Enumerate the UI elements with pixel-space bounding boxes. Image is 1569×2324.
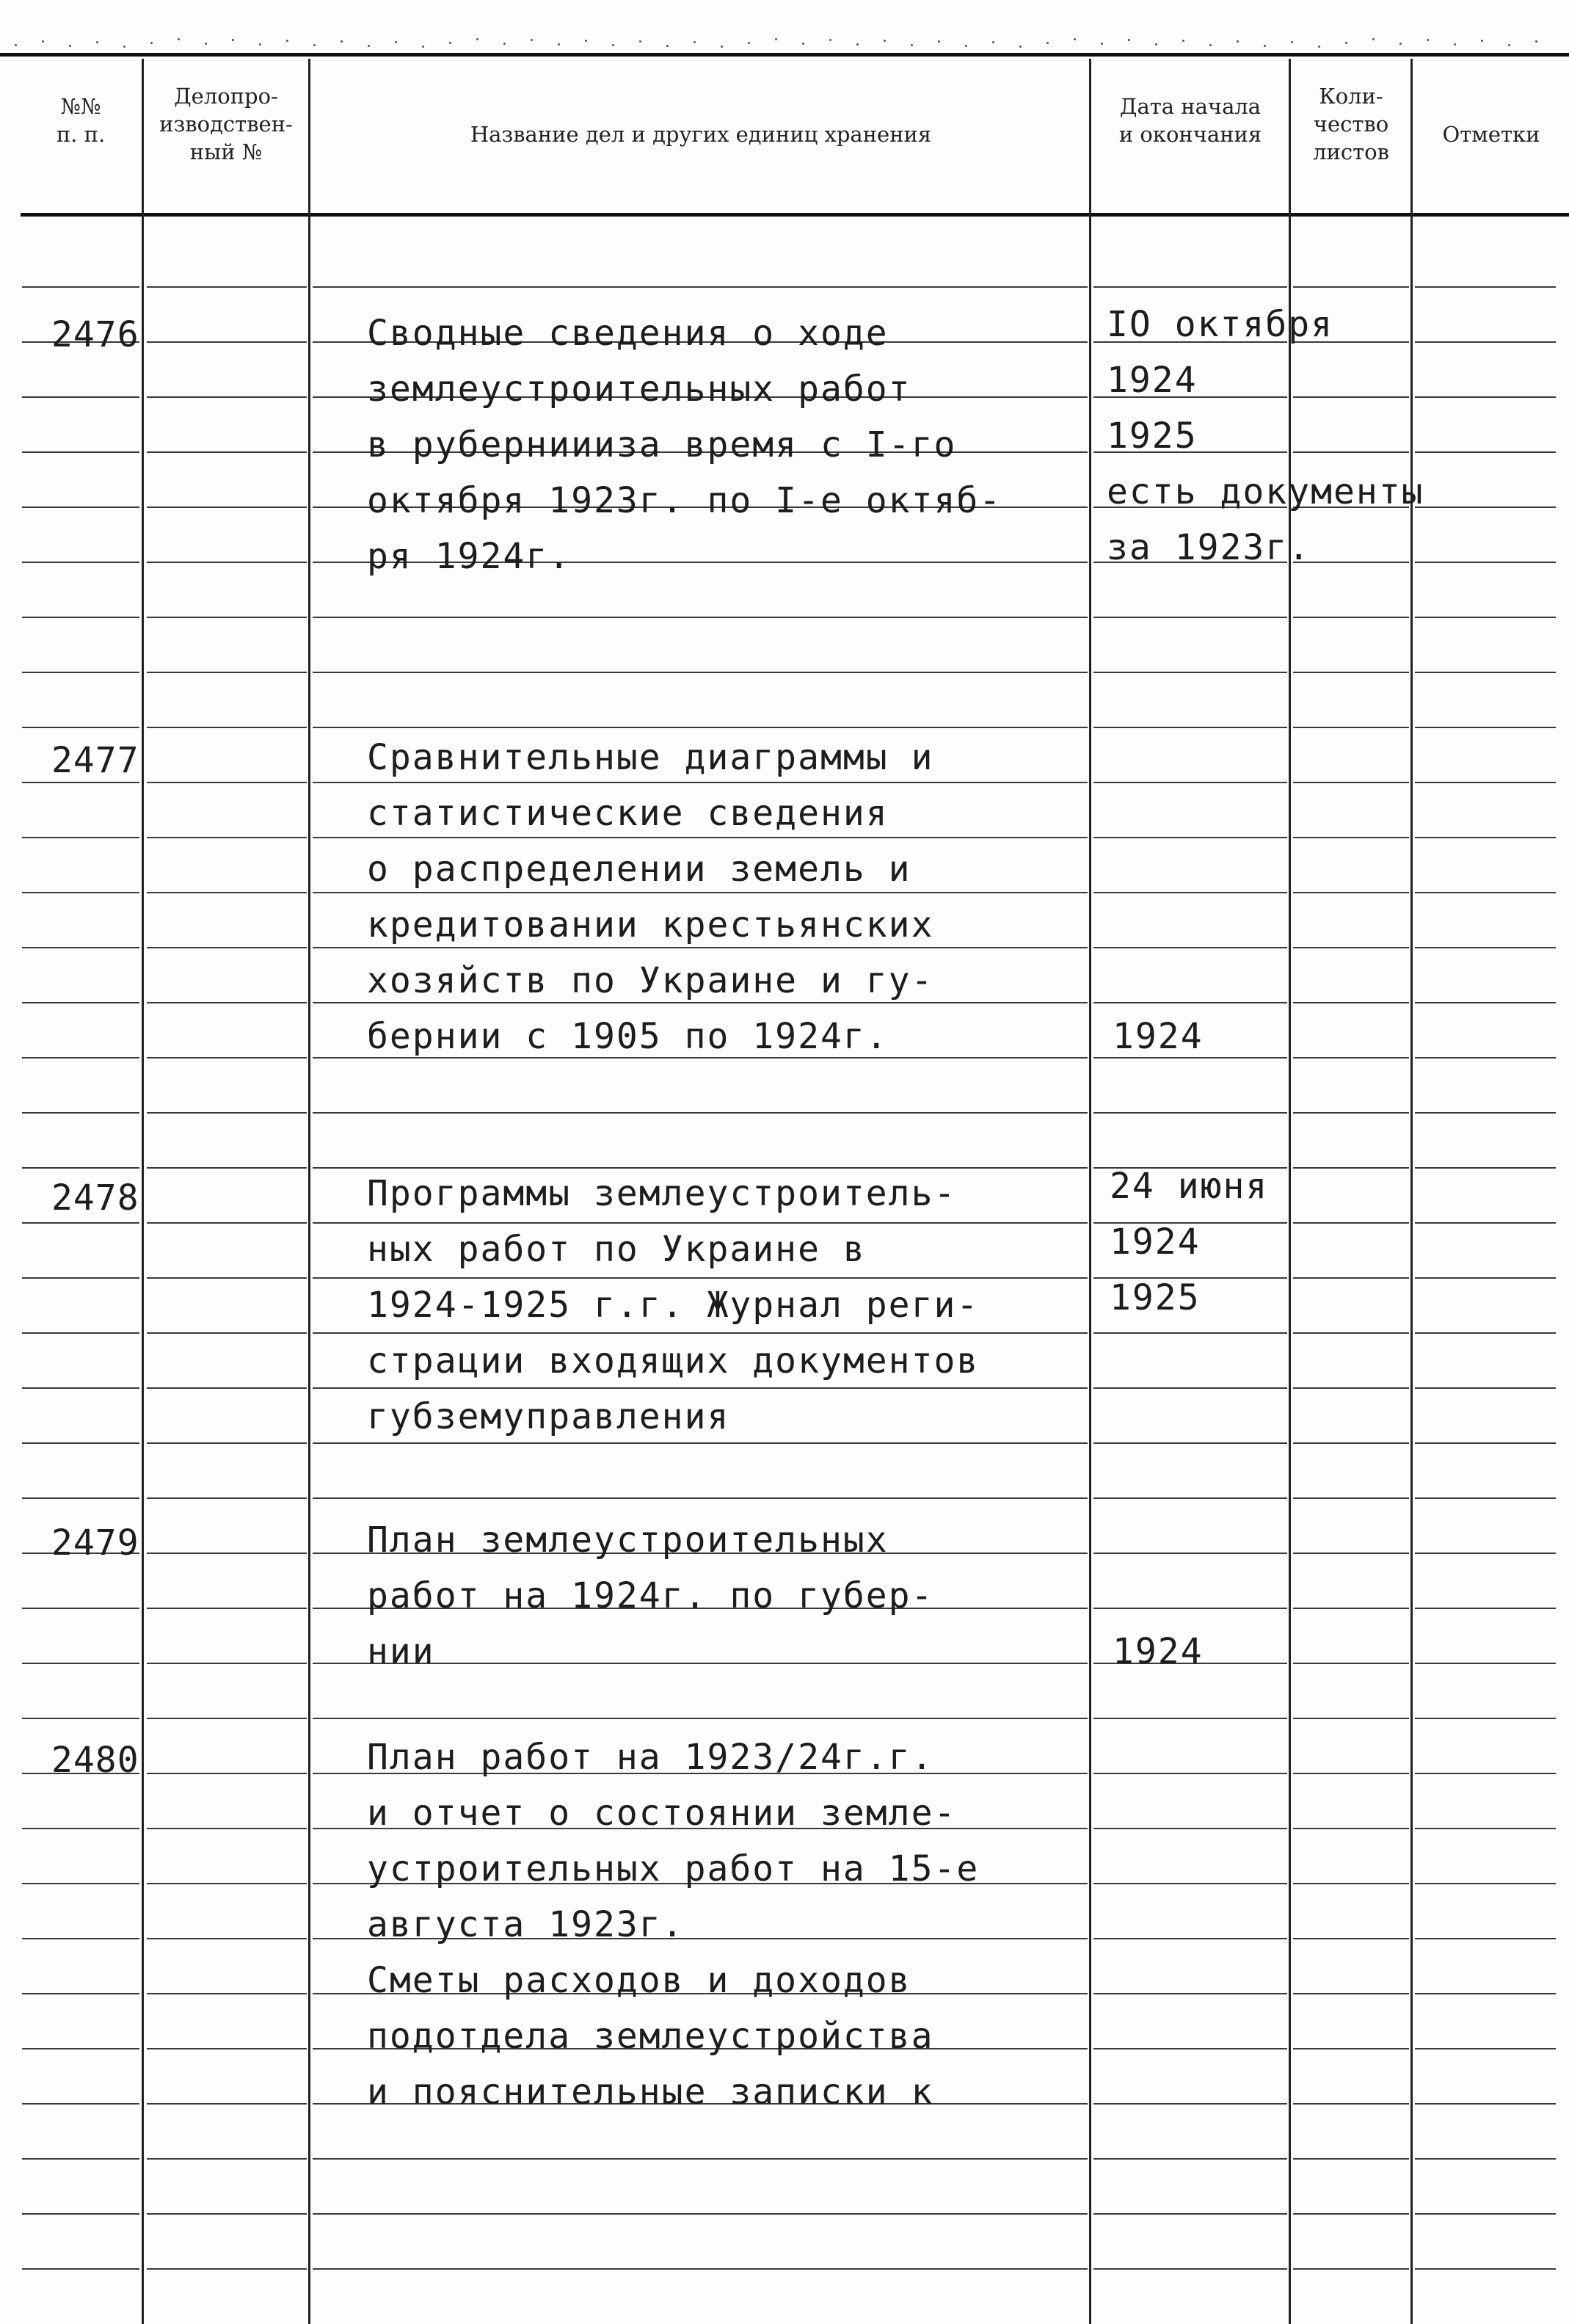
ruled-line bbox=[1293, 892, 1409, 893]
ruled-line bbox=[22, 1167, 139, 1169]
ruled-line bbox=[1415, 1442, 1556, 1444]
ruled-line bbox=[1293, 1718, 1409, 1719]
entry-number: 2479 bbox=[51, 1522, 139, 1564]
ruled-line bbox=[147, 837, 307, 838]
dot-mark bbox=[1209, 44, 1212, 46]
ruled-line bbox=[22, 1057, 139, 1058]
ruled-line bbox=[1293, 1553, 1409, 1554]
ruled-line bbox=[22, 2103, 139, 2105]
ruled-line bbox=[147, 341, 307, 343]
ruled-line bbox=[147, 2048, 307, 2049]
ruled-line bbox=[22, 1828, 139, 1829]
ruled-line bbox=[22, 1222, 139, 1224]
ruled-line bbox=[1093, 617, 1287, 618]
ruled-line bbox=[1093, 2048, 1287, 2049]
ruled-line bbox=[1293, 1387, 1409, 1389]
ruled-line bbox=[147, 1112, 307, 1114]
ruled-line bbox=[147, 1828, 307, 1829]
col-rule-1 bbox=[142, 59, 144, 2324]
ruled-line bbox=[1293, 1938, 1409, 1939]
ruled-line bbox=[1415, 2213, 1556, 2215]
entry-number: 2480 bbox=[51, 1740, 139, 1781]
ruled-line bbox=[1093, 1883, 1287, 1884]
dot-mark bbox=[1318, 46, 1320, 48]
ruled-line bbox=[1093, 1773, 1287, 1774]
header-number: №№ п. п. bbox=[56, 94, 106, 147]
ruled-line bbox=[1415, 1057, 1556, 1058]
dot-mark bbox=[178, 38, 180, 40]
ruled-line bbox=[147, 782, 307, 783]
ruled-line bbox=[313, 2213, 1088, 2215]
ruled-line bbox=[1093, 1387, 1287, 1389]
dot-mark bbox=[884, 40, 886, 42]
dot-mark bbox=[612, 44, 614, 46]
ruled-line bbox=[1093, 2268, 1287, 2270]
dot-mark bbox=[1182, 40, 1184, 42]
ruled-line bbox=[1093, 1442, 1287, 1444]
ruled-line bbox=[1415, 1112, 1556, 1114]
dot-mark bbox=[286, 40, 288, 42]
ruled-line bbox=[313, 1497, 1088, 1499]
ruled-line bbox=[1415, 1663, 1556, 1664]
ruled-line bbox=[147, 562, 307, 563]
dot-mark bbox=[476, 38, 478, 40]
ruled-line bbox=[1293, 1057, 1409, 1058]
entry-title: План работ на 1923/24г.г. и отчет о состоянии земле- устроительных работ на 15-е августа 1923г. Сметы расходов и доходов подотдела землеустройства и пояснительные записки к bbox=[367, 1737, 980, 2113]
dot-mark bbox=[965, 45, 967, 47]
ruled-line bbox=[22, 2268, 139, 2270]
dot-mark bbox=[69, 45, 71, 47]
ruled-line bbox=[22, 947, 139, 948]
entry-number: 2478 bbox=[51, 1177, 139, 1219]
ruled-line bbox=[1415, 2158, 1556, 2160]
ruled-line bbox=[1093, 1828, 1287, 1829]
dot-mark bbox=[259, 43, 261, 46]
ruled-line bbox=[147, 2268, 307, 2270]
ruled-line bbox=[147, 1222, 307, 1224]
ruled-line bbox=[1093, 1112, 1287, 1114]
ruled-line bbox=[1293, 2268, 1409, 2270]
dot-mark bbox=[1264, 45, 1266, 47]
ruled-line bbox=[1415, 617, 1556, 618]
entry-dates: IO октября 1924 1925 есть документы за 1923г. bbox=[1107, 304, 1424, 568]
ruled-line bbox=[147, 2213, 307, 2215]
dot-mark bbox=[1481, 40, 1483, 42]
ruled-line bbox=[22, 892, 139, 893]
ruled-line bbox=[147, 1718, 307, 1719]
ruled-line bbox=[1293, 1222, 1409, 1224]
header-title: Название дел и других единиц хранения bbox=[470, 122, 932, 147]
ruled-line bbox=[1293, 2103, 1409, 2105]
header-notes: Отметки bbox=[1442, 122, 1540, 147]
ruled-line bbox=[1293, 2158, 1409, 2160]
col-rule-2 bbox=[308, 59, 310, 2324]
ruled-line bbox=[313, 617, 1088, 618]
ruled-line bbox=[1093, 1993, 1287, 1994]
ruled-line bbox=[1415, 506, 1556, 508]
entry-number: 2476 bbox=[51, 314, 139, 355]
dot-mark bbox=[748, 42, 750, 44]
ruled-line bbox=[22, 2048, 139, 2049]
ruled-line bbox=[1415, 2103, 1556, 2105]
dot-mark bbox=[1128, 39, 1130, 41]
entry-dates: 1924 bbox=[1113, 1016, 1204, 1057]
dot-mark bbox=[150, 42, 153, 44]
ruled-line bbox=[22, 1608, 139, 1609]
ruled-line bbox=[147, 947, 307, 948]
ruled-line bbox=[1415, 1222, 1556, 1224]
ruled-line bbox=[147, 1057, 307, 1058]
ruled-line bbox=[22, 451, 139, 453]
entry-title: План землеустроительных работ на 1924г. по губер- нии bbox=[367, 1519, 934, 1672]
ruled-line bbox=[147, 1883, 307, 1884]
ruled-line bbox=[1093, 1718, 1287, 1719]
ruled-line bbox=[147, 1993, 307, 1994]
ruled-line bbox=[22, 506, 139, 508]
ruled-line bbox=[313, 672, 1088, 673]
ruled-line bbox=[1415, 396, 1556, 398]
dot-mark bbox=[721, 46, 723, 48]
ruled-line bbox=[1415, 1718, 1556, 1719]
entry-title: Сводные сведения о ходе землеустроительных работ в руберниииза время с I-го октября 1923г. по I-е октяб- ря 1924г. bbox=[367, 313, 1002, 577]
dot-mark bbox=[856, 43, 859, 46]
dot-mark bbox=[639, 40, 641, 43]
ruled-line bbox=[1415, 341, 1556, 343]
dot-mark bbox=[1372, 38, 1375, 40]
ruled-line bbox=[22, 672, 139, 673]
dot-mark bbox=[1046, 42, 1049, 44]
ruled-line bbox=[1293, 1993, 1409, 1994]
dot-mark bbox=[992, 41, 994, 43]
ruled-line bbox=[22, 1938, 139, 1939]
ruled-line bbox=[22, 782, 139, 783]
ruled-line bbox=[147, 286, 307, 288]
dot-mark bbox=[1508, 44, 1510, 46]
ruled-line bbox=[313, 1718, 1088, 1719]
ruled-line bbox=[1293, 947, 1409, 948]
ruled-line bbox=[1293, 672, 1409, 673]
ruled-line bbox=[1415, 672, 1556, 673]
ruled-line bbox=[1293, 2048, 1409, 2049]
ruled-line bbox=[313, 1112, 1088, 1114]
ruled-line bbox=[1293, 286, 1409, 288]
ruled-line bbox=[1093, 286, 1287, 288]
ruled-line bbox=[22, 837, 139, 838]
ruled-line bbox=[1293, 1773, 1409, 1774]
ruled-line bbox=[1293, 1167, 1409, 1169]
ruled-line bbox=[22, 1332, 139, 1334]
ruled-line bbox=[1293, 1608, 1409, 1609]
ruled-line bbox=[1093, 1938, 1287, 1939]
ruled-line bbox=[1415, 286, 1556, 288]
ruled-line bbox=[22, 1993, 139, 1994]
ruled-line bbox=[1093, 727, 1287, 728]
ruled-line bbox=[147, 1663, 307, 1664]
ruled-line bbox=[1415, 1332, 1556, 1334]
ruled-line bbox=[147, 506, 307, 508]
ruled-line bbox=[147, 727, 307, 728]
ruled-line bbox=[1293, 727, 1409, 728]
ruled-line bbox=[147, 1387, 307, 1389]
ruled-line bbox=[22, 1002, 139, 1003]
ruled-line bbox=[1415, 1938, 1556, 1939]
ruled-line bbox=[1293, 837, 1409, 838]
dot-mark bbox=[123, 46, 125, 48]
dot-mark bbox=[1019, 46, 1022, 48]
ruled-line bbox=[1415, 892, 1556, 893]
ruled-line bbox=[1415, 2048, 1556, 2049]
ruled-line bbox=[22, 727, 139, 728]
ruled-line bbox=[1415, 1497, 1556, 1499]
ruled-line bbox=[1293, 1112, 1409, 1114]
dot-mark bbox=[558, 43, 560, 46]
ruled-line bbox=[22, 1718, 139, 1719]
dot-mark bbox=[1454, 43, 1456, 46]
ruled-line bbox=[1415, 1883, 1556, 1884]
dot-mark bbox=[449, 42, 451, 44]
ruled-line bbox=[1415, 727, 1556, 728]
ruled-line bbox=[147, 451, 307, 453]
ruled-line bbox=[1293, 1277, 1409, 1279]
entry-number: 2477 bbox=[51, 740, 139, 781]
ruled-line bbox=[147, 1938, 307, 1939]
dot-mark bbox=[1535, 40, 1537, 43]
entry-title: Сравнительные диаграммы и статистические сведения о распределении земель и кредитовании крестьянских хозяйств по Украине и гу- бернии с 1905 по 1924г. bbox=[367, 737, 934, 1057]
dot-mark bbox=[205, 43, 207, 45]
ruled-line bbox=[1415, 1167, 1556, 1169]
dot-mark bbox=[666, 45, 669, 47]
ruled-line bbox=[147, 2158, 307, 2160]
dot-mark bbox=[1101, 43, 1103, 45]
dot-mark bbox=[395, 41, 397, 43]
entry-title: Программы землеустроитель- ных работ по Украине в 1924-1925 г.г. Журнал реги- страции входящих документов губземуправления bbox=[367, 1173, 980, 1437]
dot-mark bbox=[775, 38, 777, 40]
ruled-line bbox=[313, 2158, 1088, 2160]
ruled-line bbox=[1415, 837, 1556, 838]
ruled-line bbox=[1293, 1332, 1409, 1334]
ruled-line bbox=[313, 2268, 1088, 2270]
ruled-line bbox=[147, 1773, 307, 1774]
dot-mark bbox=[1399, 43, 1402, 45]
dot-mark bbox=[1155, 43, 1157, 46]
ruled-line bbox=[147, 672, 307, 673]
ruled-line bbox=[22, 1663, 139, 1664]
dot-mark bbox=[232, 39, 234, 41]
ruled-line bbox=[1093, 1497, 1287, 1499]
dot-mark bbox=[42, 40, 44, 43]
dot-mark bbox=[938, 40, 940, 43]
ruled-line bbox=[313, 727, 1088, 728]
ruled-line bbox=[1415, 1002, 1556, 1003]
ruled-line bbox=[147, 1002, 307, 1003]
dot-mark bbox=[15, 44, 17, 46]
ruled-line bbox=[22, 562, 139, 563]
ruled-line bbox=[22, 2213, 139, 2215]
ruled-line bbox=[1293, 782, 1409, 783]
ruled-line bbox=[147, 1497, 307, 1499]
dot-mark bbox=[585, 40, 587, 42]
dot-mark bbox=[694, 41, 696, 43]
ruled-line bbox=[22, 286, 139, 288]
ruled-line bbox=[1415, 1387, 1556, 1389]
ruled-line bbox=[1293, 1442, 1409, 1444]
ruled-line bbox=[1093, 1332, 1287, 1334]
ruled-line bbox=[1093, 2213, 1287, 2215]
ruled-line bbox=[147, 1277, 307, 1279]
ruled-line bbox=[1415, 1608, 1556, 1609]
ruled-line bbox=[1415, 1993, 1556, 1994]
ruled-line bbox=[1415, 1773, 1556, 1774]
header-dates: Дата начала и окончания bbox=[1118, 94, 1262, 147]
dot-mark bbox=[911, 44, 913, 46]
ruled-line bbox=[22, 1112, 139, 1114]
ruled-line bbox=[147, 617, 307, 618]
ruled-line bbox=[1093, 2103, 1287, 2105]
ruled-line bbox=[22, 617, 139, 618]
ruled-line bbox=[1293, 1828, 1409, 1829]
dot-mark bbox=[1237, 40, 1239, 43]
ruled-line bbox=[22, 1277, 139, 1279]
ruled-line bbox=[1415, 1277, 1556, 1279]
ruled-line bbox=[1293, 617, 1409, 618]
dot-mark bbox=[96, 41, 98, 43]
ruled-line bbox=[1293, 1002, 1409, 1003]
header-top-rule bbox=[0, 53, 1569, 57]
ruled-line bbox=[1415, 1828, 1556, 1829]
ruled-line bbox=[1415, 947, 1556, 948]
ruled-line bbox=[22, 1497, 139, 1499]
ruled-line bbox=[1293, 1663, 1409, 1664]
ruled-line bbox=[22, 396, 139, 398]
ruled-line bbox=[22, 1387, 139, 1389]
ruled-line bbox=[313, 286, 1088, 288]
dot-mark bbox=[1345, 42, 1347, 44]
ruled-line bbox=[147, 892, 307, 893]
ruled-line bbox=[147, 1442, 307, 1444]
dot-mark bbox=[503, 43, 506, 45]
ruled-line bbox=[22, 2158, 139, 2160]
dot-mark bbox=[313, 44, 316, 46]
dot-mark bbox=[531, 39, 533, 41]
ruled-line bbox=[147, 1167, 307, 1169]
ruled-line bbox=[1415, 2268, 1556, 2270]
ruled-line bbox=[1415, 562, 1556, 563]
ruled-line bbox=[1415, 1553, 1556, 1554]
ruled-line bbox=[22, 1442, 139, 1444]
entry-dates: 1924 bbox=[1113, 1631, 1204, 1672]
ruled-line bbox=[147, 396, 307, 398]
header-case-number: Делопро- изводствен- ный № bbox=[159, 84, 293, 164]
header-sheets: Коли- чество листов bbox=[1313, 84, 1389, 164]
dot-mark bbox=[368, 45, 370, 47]
ruled-line bbox=[1415, 782, 1556, 783]
ruled-line bbox=[22, 1883, 139, 1884]
col-rule-3 bbox=[1089, 59, 1091, 2324]
ruled-line bbox=[1415, 451, 1556, 453]
ruled-line bbox=[1093, 672, 1287, 673]
dot-mark bbox=[1427, 39, 1429, 41]
ruled-line bbox=[1293, 1883, 1409, 1884]
ruled-line bbox=[147, 1332, 307, 1334]
dot-mark bbox=[341, 40, 343, 43]
ruled-line bbox=[1293, 1497, 1409, 1499]
ruled-line bbox=[147, 1553, 307, 1554]
ruled-line bbox=[1293, 2213, 1409, 2215]
entry-dates: 24 июня 1924 1925 bbox=[1110, 1166, 1269, 1318]
dot-mark bbox=[1291, 41, 1293, 43]
dot-mark bbox=[802, 43, 804, 45]
header-bottom-rule bbox=[21, 213, 1569, 217]
ruled-line bbox=[1093, 2158, 1287, 2160]
dot-mark bbox=[1074, 38, 1076, 40]
ruled-line bbox=[147, 2103, 307, 2105]
dot-mark bbox=[829, 39, 831, 41]
ruled-line bbox=[147, 1608, 307, 1609]
dot-mark bbox=[422, 46, 424, 48]
